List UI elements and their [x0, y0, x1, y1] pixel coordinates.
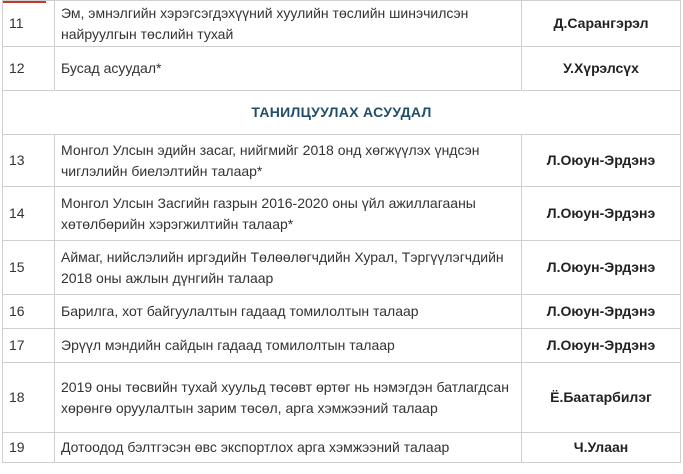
row-topic: Эрүүл мэндийн сайдын гадаад томилолтын талаар: [55, 329, 522, 363]
row-number: 18: [3, 363, 55, 433]
row-topic: Дотоодод бэлтгэсэн өвс экспортлох арга хэмжээний талаар: [55, 433, 522, 463]
table-row: [3, 295, 681, 329]
section-row: [3, 91, 681, 135]
table-row: [3, 1, 681, 47]
row-topic: Монгол Улсын Засгийн газрын 2016-2020 оны үйл ажиллагааны хөтөлбөрийн хэрэгжилтийн талаар*: [55, 187, 522, 241]
row-responsible: Л.Оюун-Эрдэнэ: [522, 135, 681, 187]
row-number: 19: [3, 433, 55, 463]
row-responsible: Л.Оюун-Эрдэнэ: [522, 329, 681, 363]
row-responsible: Ё.Баатарбилэг: [522, 363, 681, 433]
row-topic: Монгол Улсын эдийн засаг, нийгмийг 2018 онд хөгжүүлэх үндсэн чиглэлийн биелэлтийн талаар*: [55, 135, 522, 187]
section-title: ТАНИЛЦУУЛАХ АСУУДАЛ: [3, 91, 681, 135]
row-number: 11: [3, 1, 55, 47]
table-row: [3, 47, 681, 91]
row-responsible: Д.Сарангэрэл: [522, 1, 681, 47]
row-responsible: У.Хүрэлсүх: [522, 47, 681, 91]
row-topic: Эм, эмнэлгийн хэрэгсэгдэхүүний хуулийн төслийн шинэчилсэн найруулгын төслийн тухай: [55, 1, 522, 47]
row-topic: 2019 оны төсвийн тухай хуульд төсөвт өртөг нь нэмэгдэн батлагдсан хөрөнгө оруулалтын зарим төсөл, арга хэмжээний талаар: [55, 363, 522, 433]
row-number: 17: [3, 329, 55, 363]
row-number: 15: [3, 241, 55, 295]
row-responsible: Ч.Улаан: [522, 433, 681, 463]
row-number: 16: [3, 295, 55, 329]
row-responsible: Л.Оюун-Эрдэнэ: [522, 187, 681, 241]
row-number: 14: [3, 187, 55, 241]
agenda-table: [2, 0, 681, 463]
table-row: [3, 329, 681, 363]
row-number: 13: [3, 135, 55, 187]
table-row: [3, 135, 681, 187]
row-responsible: Л.Оюун-Эрдэнэ: [522, 241, 681, 295]
row-topic: Барилга, хот байгуулалтын гадаад томилолтын талаар: [55, 295, 522, 329]
table-row: [3, 433, 681, 463]
table-row: [3, 187, 681, 241]
table-row: [3, 363, 681, 433]
row-number: 12: [3, 47, 55, 91]
row-topic: Аймаг, нийслэлийн иргэдийн Төлөөлөгчдийн Хурал, Тэргүүлэгчдийн 2018 оны ажлын дүнгийн талаар: [55, 241, 522, 295]
row-topic: Бусад асуудал*: [55, 47, 522, 91]
table-row: [3, 241, 681, 295]
row-responsible: Л.Оюун-Эрдэнэ: [522, 295, 681, 329]
